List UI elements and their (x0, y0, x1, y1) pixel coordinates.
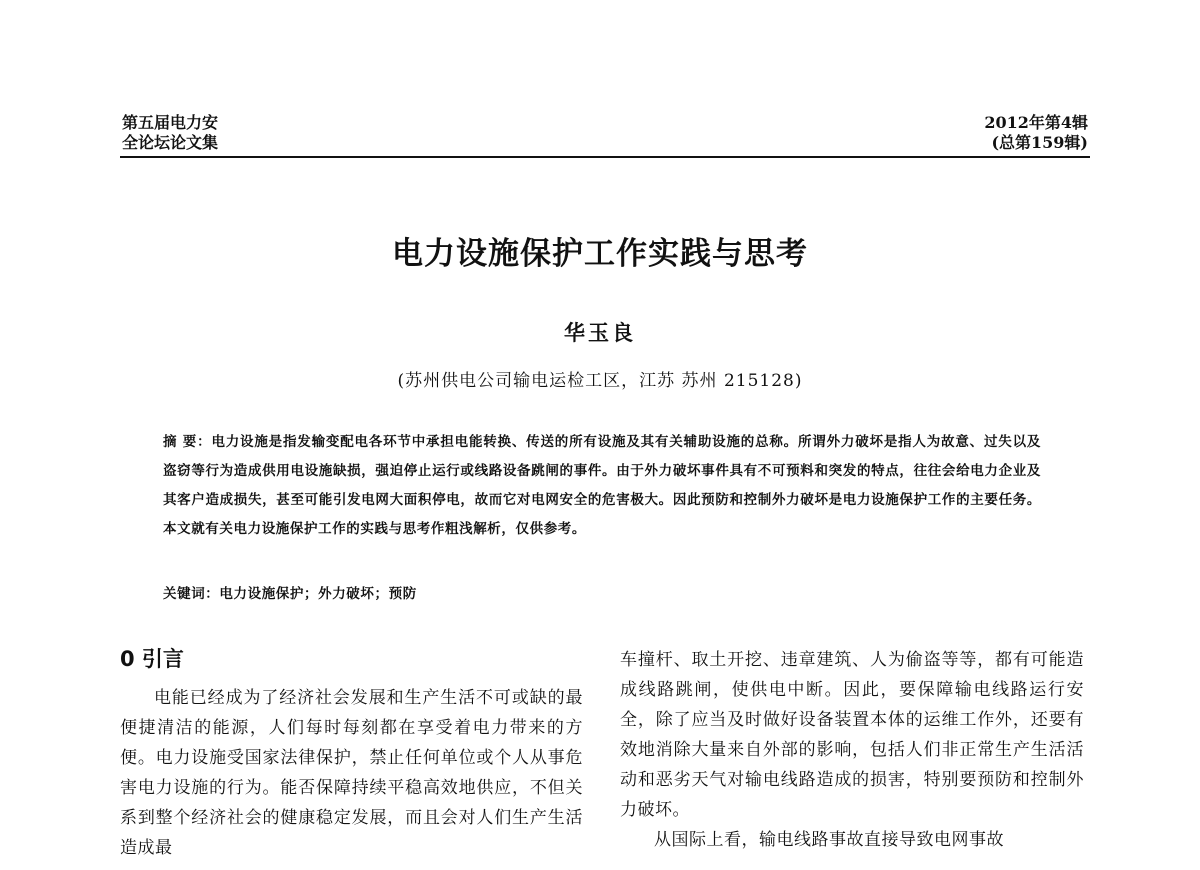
header-divider (120, 156, 1090, 158)
header-left-line2: 全论坛论文集 (122, 133, 219, 152)
author-affiliation: (苏州供电公司输电运检工区，江苏 苏州 215128) (397, 371, 803, 391)
right-column (620, 645, 1084, 855)
paper-title: 电力设施保护工作实践与思考 (392, 236, 808, 272)
body-paragraph-right-1: 车撞杆、取土开挖、违章建筑、人为偷盗等等，都有可能造成线路跳闸，使供电中断。因此，要保障输电线路运行安全，除了应当及时做好设备装置本体的运维工作外，还要有效地消除大量来自外部的影响，包括人们非正常生产生活活动和恶劣天气对输电线路造成的损害，特别要预防和控制外力破坏。 (620, 650, 1084, 820)
body-paragraph-right-2: 从国际上看，输电线路事故直接导致电网事故 (654, 830, 1004, 850)
author-name: 华玉良 (564, 320, 636, 345)
journal-header-left (122, 113, 218, 153)
journal-header-right (984, 113, 1088, 153)
abstract-text: 电力设施是指发输变配电各环节中承担电能转换、传送的所有设施及其有关辅助设施的总称。所谓外力破坏是指人为故意、过失以及盗窃等行为造成供用电设施缺损，强迫停止运行或线路设备跳闸的事件。由于外力破坏事件具有不可预料和突发的特点，往往会给电力企业及其客户造成损失，甚至可能引发电网大面积停电，故而它对电网安全的危害极大。因此预防和控制外力破坏是电力设施保护工作的主要任务。本文就有关电力设施保护工作的实践与思考作粗浅解析，仅供参考。 (163, 434, 1041, 537)
section-heading: 0 引言 (120, 647, 184, 671)
left-column (120, 645, 583, 863)
keywords-text: 电力设施保护；外力破坏；预防 (219, 586, 417, 602)
abstract-label: 摘 要： (163, 434, 212, 450)
body-paragraph-left: 电能已经成为了经济社会发展和生产生活不可或缺的最便捷清洁的能源，人们每时每刻都在享受着电力带来的方便。电力设施受国家法律保护，禁止任何单位或个人从事危害电力设施的行为。能否保障持续平稳高效地供应，不但关系到整个经济社会的健康稳定发展，而且会对人们生产生活造成最 (120, 688, 583, 858)
header-right-line1: 2012年第4辑 (984, 113, 1088, 132)
abstract (163, 428, 1041, 544)
keywords-label: 关键词： (163, 586, 220, 602)
header-left-line1: 第五届电力安 (122, 113, 219, 132)
header-right-line2: (总第159辑) (991, 133, 1088, 152)
keywords (163, 582, 1041, 602)
